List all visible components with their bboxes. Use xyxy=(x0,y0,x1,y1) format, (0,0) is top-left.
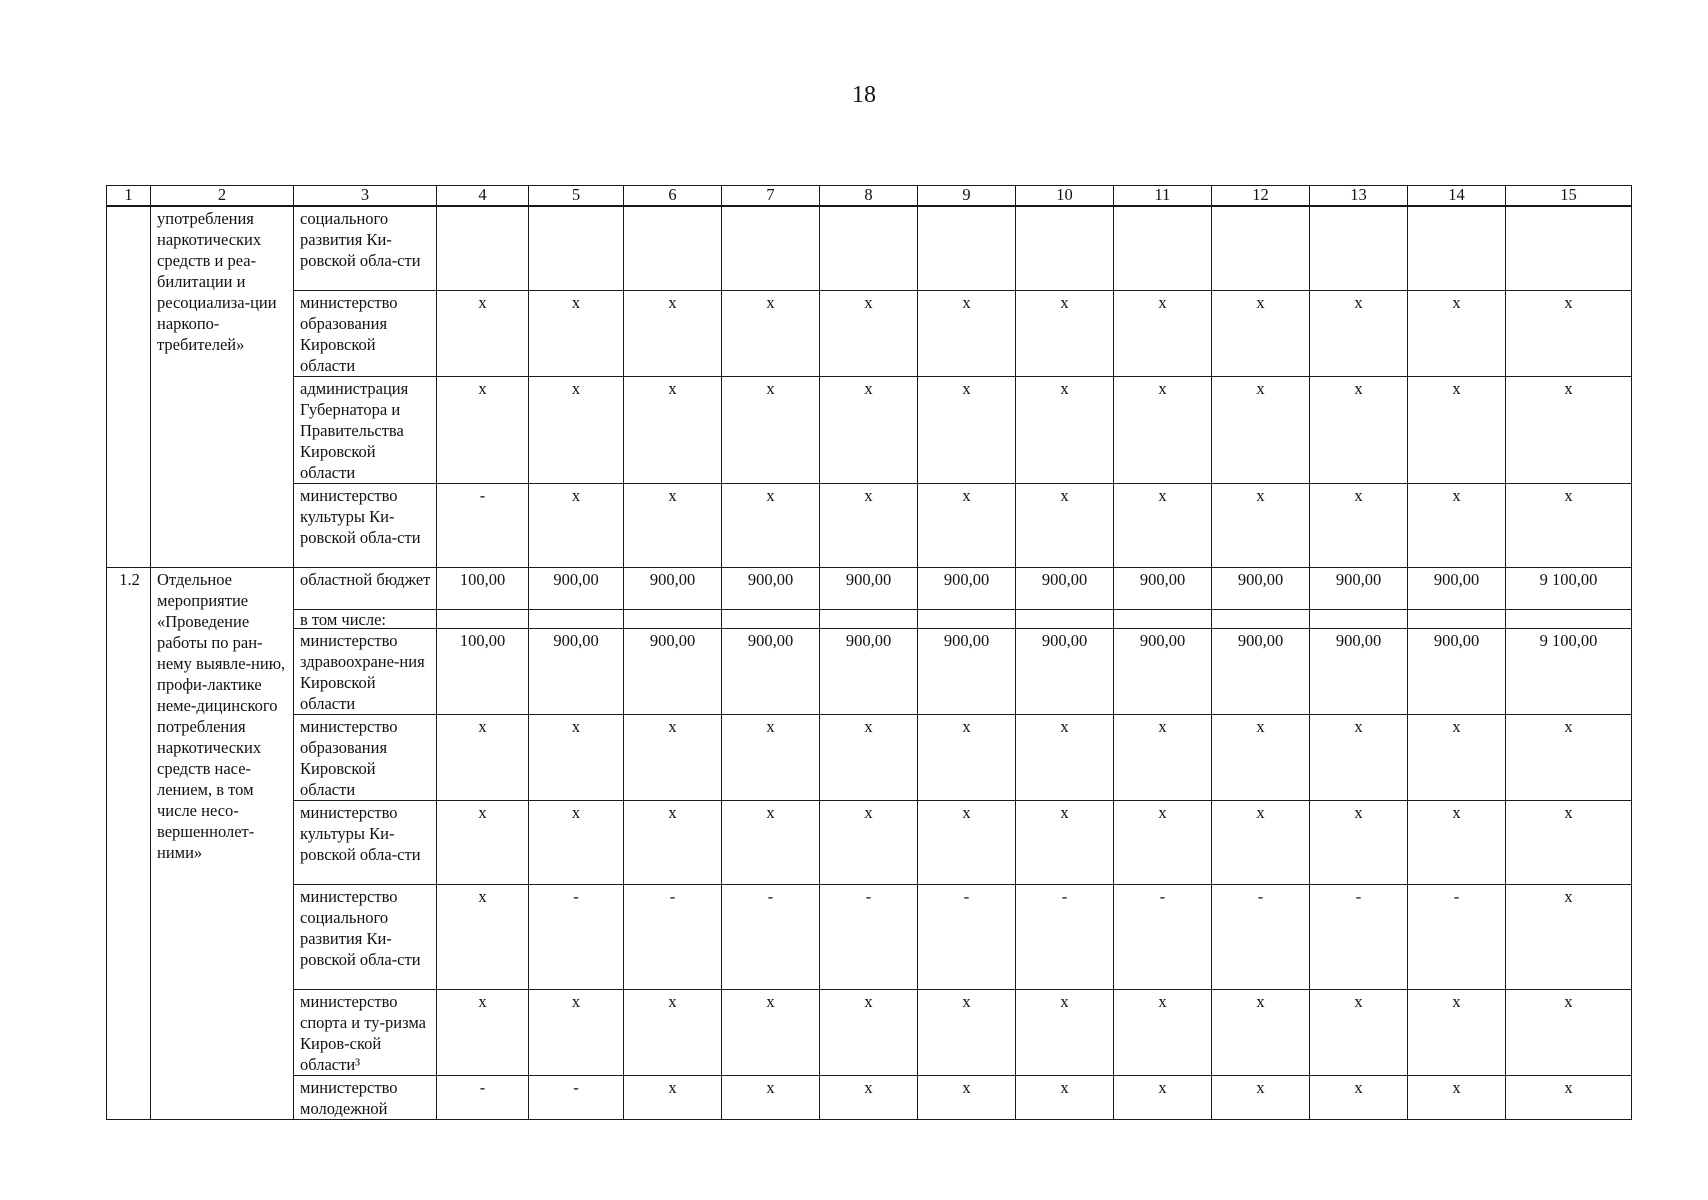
value-cell: - xyxy=(529,1075,624,1119)
value-cell: x xyxy=(918,483,1016,567)
executor-cell: министерство спорта и ту-ризма Киров-ской области³ xyxy=(294,989,437,1075)
table-row xyxy=(107,290,1632,376)
value-cell: x xyxy=(820,714,918,800)
value-cell: - xyxy=(437,483,529,567)
value-cell xyxy=(820,609,918,628)
value-cell: x xyxy=(1506,989,1632,1075)
value-cell: x xyxy=(1016,1075,1114,1119)
value-cell: x xyxy=(1114,800,1212,884)
value-cell: 100,00 xyxy=(437,567,529,609)
value-cell: x xyxy=(1310,1075,1408,1119)
page-number: 18 xyxy=(852,82,876,108)
value-cell: x xyxy=(918,376,1016,483)
value-cell: - xyxy=(918,884,1016,989)
value-cell xyxy=(1212,609,1310,628)
executor-cell: министерство культуры Ки-ровской обла-сти xyxy=(294,483,437,567)
table-row xyxy=(107,376,1632,483)
value-cell: x xyxy=(624,989,722,1075)
value-cell: x xyxy=(1310,800,1408,884)
value-cell xyxy=(918,609,1016,628)
value-cell xyxy=(437,609,529,628)
value-cell: x xyxy=(722,714,820,800)
value-cell xyxy=(1114,206,1212,290)
table-row xyxy=(107,206,1632,290)
value-cell: x xyxy=(1114,1075,1212,1119)
value-cell xyxy=(1310,609,1408,628)
value-cell: x xyxy=(1212,483,1310,567)
header-row xyxy=(107,186,1632,207)
value-cell: x xyxy=(1114,290,1212,376)
value-cell: 900,00 xyxy=(624,567,722,609)
value-cell: 900,00 xyxy=(820,628,918,714)
table-header xyxy=(107,186,1632,207)
value-cell xyxy=(1016,609,1114,628)
value-cell: x xyxy=(918,800,1016,884)
value-cell: x xyxy=(1212,800,1310,884)
executor-cell: социального развития Ки-ровской обла-сти xyxy=(294,206,437,290)
value-cell: x xyxy=(820,290,918,376)
header-cell: 13 xyxy=(1310,186,1408,207)
value-cell: x xyxy=(1408,800,1506,884)
value-cell: 900,00 xyxy=(1114,567,1212,609)
value-cell xyxy=(1016,206,1114,290)
value-cell xyxy=(624,206,722,290)
value-cell xyxy=(918,206,1016,290)
value-cell: x xyxy=(1506,714,1632,800)
value-cell: x xyxy=(1408,290,1506,376)
value-cell: x xyxy=(624,714,722,800)
value-cell: - xyxy=(624,884,722,989)
value-cell: x xyxy=(722,989,820,1075)
value-cell: 900,00 xyxy=(1114,628,1212,714)
value-cell: 900,00 xyxy=(820,567,918,609)
value-cell: x xyxy=(1310,376,1408,483)
value-cell: x xyxy=(437,714,529,800)
table-row xyxy=(107,567,1632,609)
table-row xyxy=(107,628,1632,714)
value-cell: x xyxy=(1310,989,1408,1075)
value-cell: 900,00 xyxy=(1408,567,1506,609)
header-cell: 11 xyxy=(1114,186,1212,207)
value-cell xyxy=(1408,206,1506,290)
value-cell: - xyxy=(1212,884,1310,989)
value-cell xyxy=(1114,609,1212,628)
executor-cell: в том числе: xyxy=(294,609,437,628)
value-cell: x xyxy=(1114,989,1212,1075)
value-cell: 900,00 xyxy=(918,628,1016,714)
value-cell: - xyxy=(1016,884,1114,989)
table-row xyxy=(107,483,1632,567)
executor-cell: министерство здравоохране-ния Кировской области xyxy=(294,628,437,714)
value-cell: x xyxy=(1016,989,1114,1075)
executor-cell: министерство образования Кировской области xyxy=(294,290,437,376)
executor-cell: министерство молодежной xyxy=(294,1075,437,1119)
value-cell: x xyxy=(1310,290,1408,376)
value-cell: x xyxy=(1408,714,1506,800)
value-cell: x xyxy=(918,290,1016,376)
value-cell: x xyxy=(1506,884,1632,989)
executor-cell: министерство социального развития Ки-ровской обла-сти xyxy=(294,884,437,989)
value-cell: - xyxy=(529,884,624,989)
measure-name-cell: Отдельное мероприятие «Проведение работы по ран-нему выявле-нию, профи-лактике неме-дицинского потребления наркотических средств насе-лением, в том числе несо-вершеннолет-ними» xyxy=(151,567,294,1119)
executor-cell: министерство культуры Ки-ровской обла-сти xyxy=(294,800,437,884)
value-cell: x xyxy=(820,800,918,884)
value-cell: 9 100,00 xyxy=(1506,628,1632,714)
value-cell: x xyxy=(1212,376,1310,483)
value-cell: x xyxy=(1408,989,1506,1075)
value-cell: x xyxy=(1016,483,1114,567)
value-cell: x xyxy=(1506,376,1632,483)
value-cell: x xyxy=(1506,483,1632,567)
value-cell: x xyxy=(529,714,624,800)
value-cell: x xyxy=(437,989,529,1075)
value-cell: x xyxy=(1310,714,1408,800)
value-cell xyxy=(1506,206,1632,290)
value-cell xyxy=(1506,609,1632,628)
value-cell: x xyxy=(722,376,820,483)
measure-name-cell: употребления наркотических средств и реа-билитации и ресоциализа-ции наркопо-требителей» xyxy=(151,206,294,567)
header-cell: 1 xyxy=(107,186,151,207)
value-cell: x xyxy=(624,800,722,884)
value-cell: 900,00 xyxy=(1016,628,1114,714)
value-cell: 900,00 xyxy=(1212,567,1310,609)
value-cell xyxy=(1408,609,1506,628)
value-cell xyxy=(1310,206,1408,290)
header-cell: 5 xyxy=(529,186,624,207)
value-cell: x xyxy=(437,376,529,483)
value-cell: x xyxy=(820,989,918,1075)
header-cell: 14 xyxy=(1408,186,1506,207)
value-cell xyxy=(529,206,624,290)
value-cell: x xyxy=(1016,290,1114,376)
value-cell: - xyxy=(1114,884,1212,989)
executor-cell: областной бюджет xyxy=(294,567,437,609)
header-cell: 7 xyxy=(722,186,820,207)
measure-index-cell: 1.2 xyxy=(107,567,151,1119)
value-cell: x xyxy=(624,483,722,567)
value-cell: x xyxy=(918,714,1016,800)
value-cell: x xyxy=(1506,290,1632,376)
measure-index-cell xyxy=(107,206,151,567)
value-cell: 100,00 xyxy=(437,628,529,714)
header-cell: 15 xyxy=(1506,186,1632,207)
header-cell: 3 xyxy=(294,186,437,207)
value-cell: x xyxy=(918,989,1016,1075)
value-cell: x xyxy=(529,290,624,376)
header-cell: 12 xyxy=(1212,186,1310,207)
value-cell: x xyxy=(1506,800,1632,884)
table-row xyxy=(107,714,1632,800)
value-cell: x xyxy=(722,290,820,376)
value-cell: 900,00 xyxy=(529,628,624,714)
table-body xyxy=(107,206,1632,1119)
value-cell: x xyxy=(722,800,820,884)
value-cell: - xyxy=(722,884,820,989)
value-cell: x xyxy=(437,290,529,376)
value-cell: x xyxy=(1016,714,1114,800)
value-cell: - xyxy=(1310,884,1408,989)
table-row xyxy=(107,609,1632,628)
value-cell: x xyxy=(1114,483,1212,567)
value-cell: x xyxy=(624,376,722,483)
value-cell: 900,00 xyxy=(1212,628,1310,714)
value-cell: - xyxy=(437,1075,529,1119)
value-cell: 900,00 xyxy=(1408,628,1506,714)
value-cell: x xyxy=(1212,1075,1310,1119)
value-cell: x xyxy=(624,290,722,376)
value-cell: 900,00 xyxy=(529,567,624,609)
value-cell: x xyxy=(1408,483,1506,567)
value-cell: x xyxy=(1114,376,1212,483)
value-cell: x xyxy=(624,1075,722,1119)
value-cell xyxy=(1212,206,1310,290)
value-cell: x xyxy=(437,800,529,884)
value-cell xyxy=(722,609,820,628)
value-cell: x xyxy=(1408,376,1506,483)
value-cell xyxy=(722,206,820,290)
value-cell: x xyxy=(1310,483,1408,567)
executor-cell: министерство образования Кировской области xyxy=(294,714,437,800)
header-cell: 6 xyxy=(624,186,722,207)
header-cell: 10 xyxy=(1016,186,1114,207)
value-cell: 900,00 xyxy=(1310,628,1408,714)
value-cell: x xyxy=(722,483,820,567)
value-cell: x xyxy=(1408,1075,1506,1119)
value-cell: - xyxy=(820,884,918,989)
header-cell: 4 xyxy=(437,186,529,207)
value-cell: x xyxy=(529,376,624,483)
value-cell: x xyxy=(820,483,918,567)
value-cell: 900,00 xyxy=(624,628,722,714)
value-cell: x xyxy=(1212,290,1310,376)
value-cell: x xyxy=(529,483,624,567)
value-cell xyxy=(437,206,529,290)
value-cell: 9 100,00 xyxy=(1506,567,1632,609)
header-cell: 8 xyxy=(820,186,918,207)
executor-cell: администрация Губернатора и Правительства Кировской области xyxy=(294,376,437,483)
value-cell: x xyxy=(722,1075,820,1119)
header-cell: 9 xyxy=(918,186,1016,207)
value-cell: x xyxy=(1016,376,1114,483)
value-cell: x xyxy=(820,376,918,483)
value-cell: x xyxy=(918,1075,1016,1119)
value-cell: 900,00 xyxy=(722,628,820,714)
value-cell: 900,00 xyxy=(918,567,1016,609)
value-cell: x xyxy=(1506,1075,1632,1119)
value-cell: x xyxy=(1212,714,1310,800)
value-cell xyxy=(820,206,918,290)
value-cell xyxy=(529,609,624,628)
value-cell: - xyxy=(1408,884,1506,989)
table-row xyxy=(107,800,1632,884)
value-cell: x xyxy=(820,1075,918,1119)
value-cell: 900,00 xyxy=(1310,567,1408,609)
table-row xyxy=(107,989,1632,1075)
value-cell: x xyxy=(1016,800,1114,884)
value-cell: x xyxy=(437,884,529,989)
table-row xyxy=(107,1075,1632,1119)
table-row xyxy=(107,884,1632,989)
header-cell: 2 xyxy=(151,186,294,207)
value-cell: x xyxy=(1114,714,1212,800)
value-cell xyxy=(624,609,722,628)
value-cell: x xyxy=(529,800,624,884)
value-cell: x xyxy=(1212,989,1310,1075)
program-financing-table xyxy=(106,185,1632,1120)
value-cell: 900,00 xyxy=(722,567,820,609)
value-cell: 900,00 xyxy=(1016,567,1114,609)
value-cell: x xyxy=(529,989,624,1075)
